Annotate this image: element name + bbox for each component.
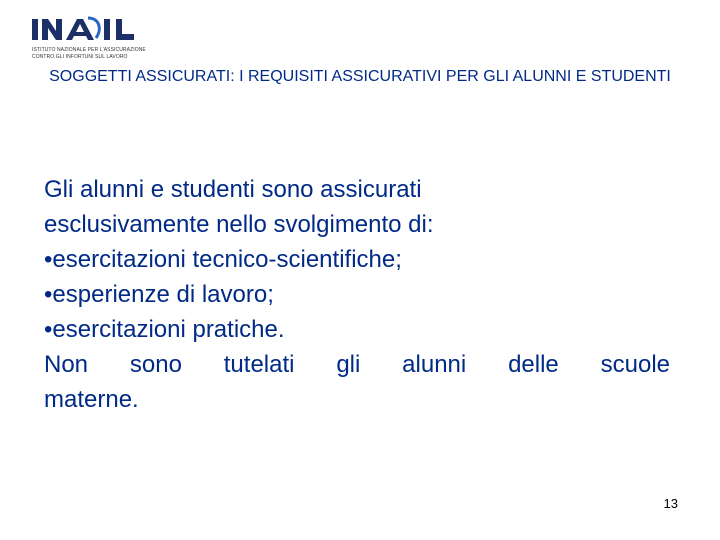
inail-wordmark-icon xyxy=(30,16,142,42)
body-line-6: Non sono tutelati gli alunni delle scuole xyxy=(44,351,670,378)
bullet-item-3: •esercitazioni pratiche. xyxy=(44,316,285,343)
page-number: 13 xyxy=(663,496,678,511)
bullet-item-1: •esercitazioni tecnico-scientifiche; xyxy=(44,246,402,273)
logo-tagline-2: CONTRO GLI INFORTUNI SUL LAVORO xyxy=(32,54,128,60)
inail-logo xyxy=(30,16,146,60)
bullet-item-2: •esperienze di lavoro; xyxy=(44,281,274,308)
slide-body xyxy=(44,172,670,417)
logo-tagline-1: ISTITUTO NAZIONALE PER L'ASSICURAZIONE xyxy=(32,47,146,53)
body-line-7: materne. xyxy=(44,386,139,413)
body-line-2: esclusivamente nello svolgimento di: xyxy=(44,211,434,238)
slide-title: SOGGETTI ASSICURATI: I REQUISITI ASSICURATIVI PER GLI ALUNNI E STUDENTI xyxy=(49,68,671,85)
body-line-1: Gli alunni e studenti sono assicurati xyxy=(44,176,422,203)
